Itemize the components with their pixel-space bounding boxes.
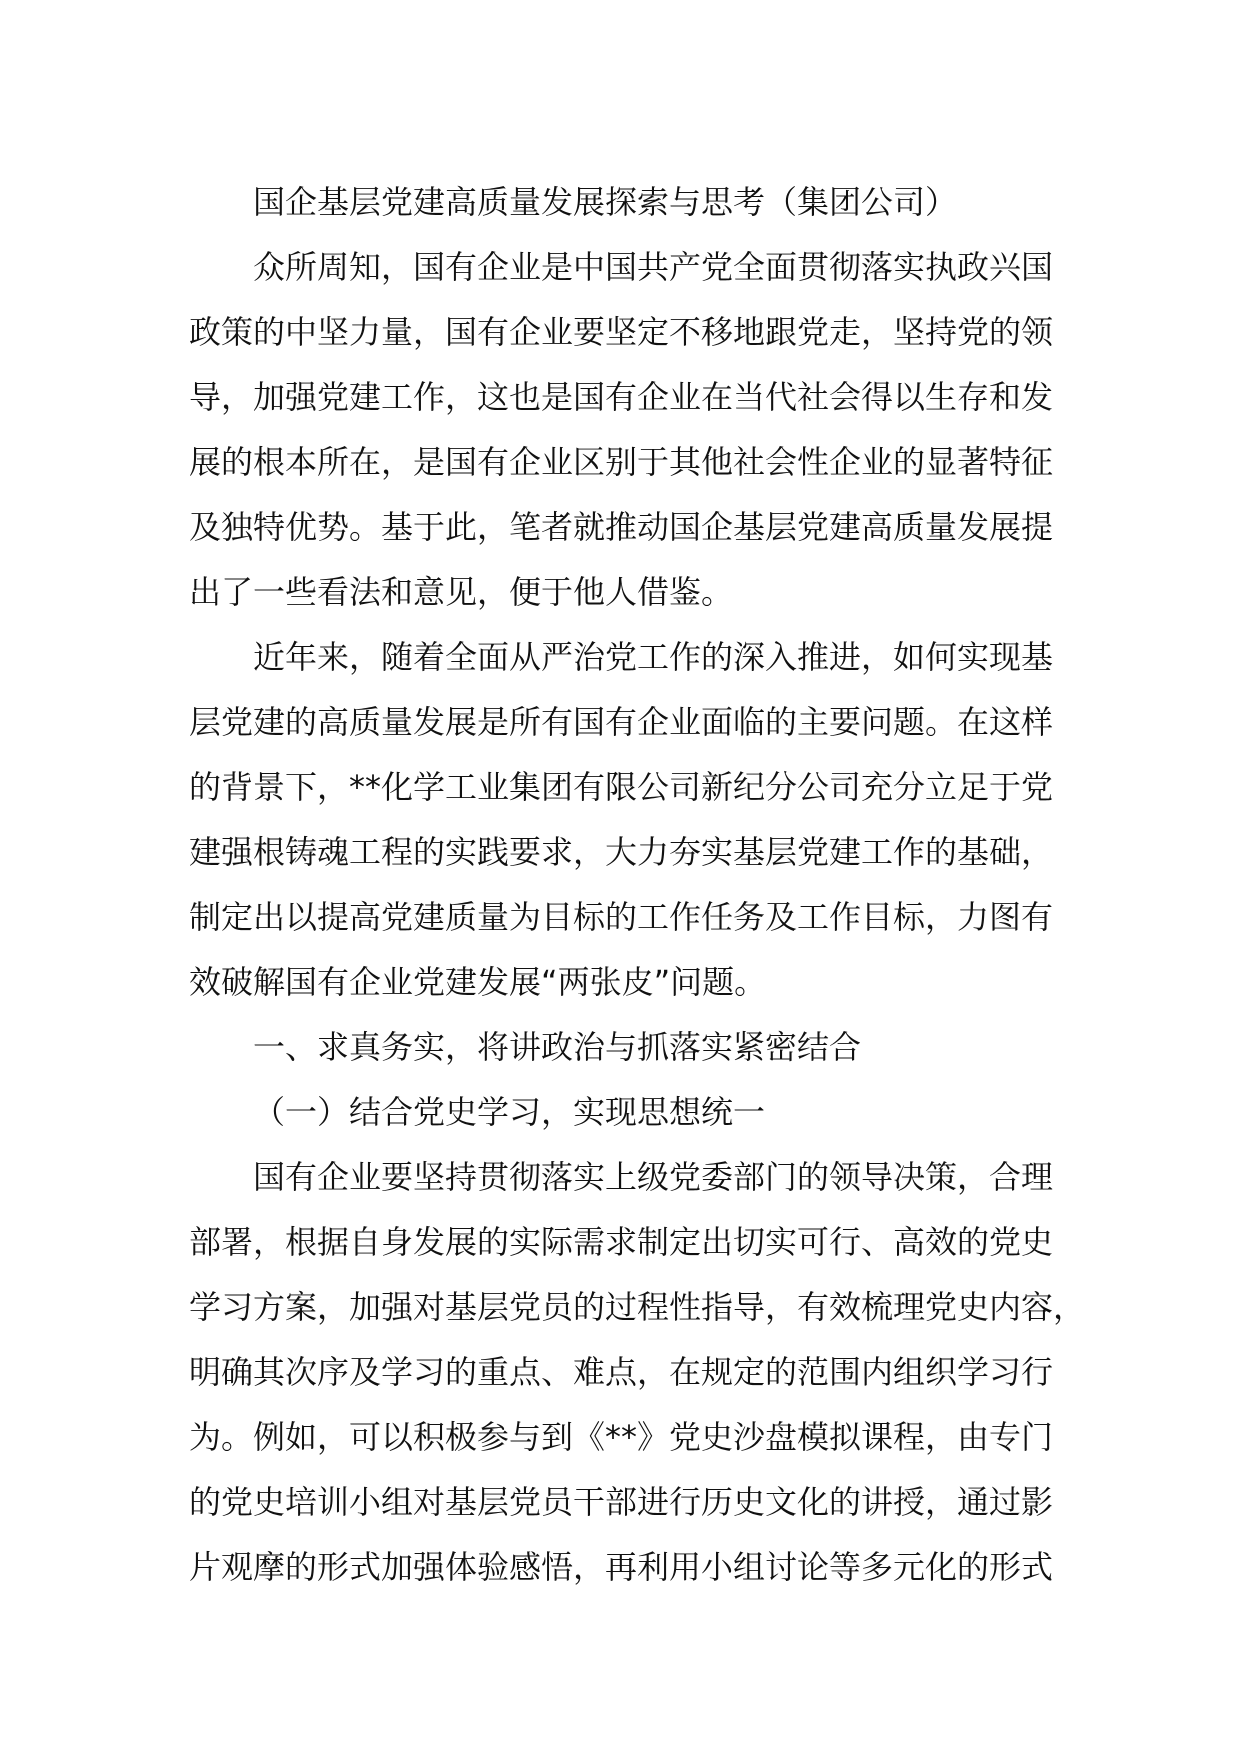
paragraph-line: 学习方案，加强对基层党员的过程性指导，有效梳理党史内容， [189,1288,1086,1326]
paragraph-line: 制定出以提高党建质量为目标的工作任务及工作目标，力图有 [189,898,1054,936]
paragraph-line: 层党建的高质量发展是所有国有企业面临的主要问题。在这样 [189,703,1054,741]
paragraph-line: 的党史培训小组对基层党员干部进行历史文化的讲授，通过影 [189,1483,1054,1521]
paragraph-line: 片观摩的形式加强体验感悟，再利用小组讨论等多元化的形式 [189,1548,1054,1586]
paragraph-line: 近年来，随着全面从严治党工作的深入推进，如何实现基 [253,638,1054,676]
paragraph-line: 的背景下，**化学工业集团有限公司新纪分公司充分立足于党 [189,768,1054,806]
subsection-heading: （一）结合党史学习，实现思想统一 [253,1093,766,1131]
paragraph-line: 导，加强党建工作，这也是国有企业在当代社会得以生存和发 [189,378,1054,416]
section-heading: 一、求真务实，将讲政治与抓落实紧密结合 [253,1028,862,1066]
paragraph-line: 众所周知，国有企业是中国共产党全面贯彻落实执政兴国 [253,248,1054,286]
paragraph-line: 出了一些看法和意见，便于他人借鉴。 [189,573,734,611]
document-title: 国企基层党建高质量发展探索与思考（集团公司） [253,183,958,221]
paragraph-line: 及独特优势。基于此，笔者就推动国企基层党建高质量发展提 [189,508,1054,546]
paragraph-line: 明确其次序及学习的重点、难点，在规定的范围内组织学习行 [189,1353,1054,1391]
paragraph-line: 展的根本所在，是国有企业区别于其他社会性企业的显著特征 [189,443,1054,481]
paragraph-line: 建强根铸魂工程的实践要求，大力夯实基层党建工作的基础， [189,833,1054,871]
document-body [189,170,1089,1600]
paragraph-line: 国有企业要坚持贯彻落实上级党委部门的领导决策，合理 [253,1158,1054,1196]
paragraph-line: 部署，根据自身发展的实际需求制定出切实可行、高效的党史 [189,1223,1054,1261]
paragraph-line: 效破解国有企业党建发展“两张皮”问题。 [189,963,767,1001]
paragraph-line: 为。例如，可以积极参与到《**》党史沙盘模拟课程，由专门 [189,1418,1054,1456]
paragraph-line: 政策的中坚力量，国有企业要坚定不移地跟党走，坚持党的领 [189,313,1054,351]
